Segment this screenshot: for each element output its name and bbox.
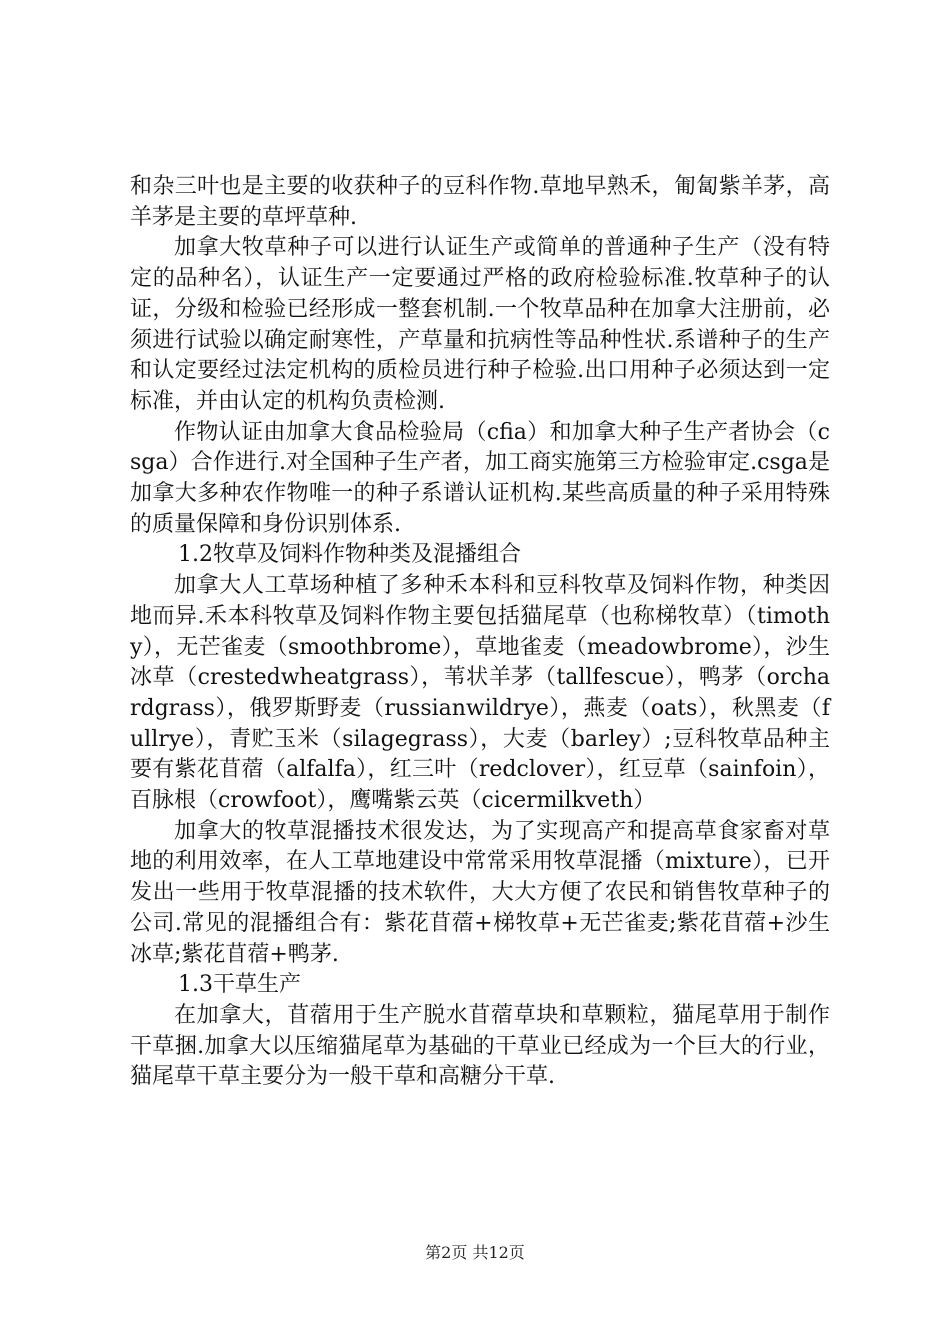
paragraph: 加拿大牧草种子可以进行认证生产或简单的普通种子生产（没有特定的品种名），认证生产一定要通过严格的政府检验标准.牧草种子的认证，分级和检验已经形成一整套机制.一个牧草品种在加拿大注册前，必须进行试验以确定耐寒性，产草量和抗病性等品种性状.系谱种子的生产和认定要经过法定机构的质检员进行种子检验.出口用种子必须达到一定标准，并由认定的机构负责检测. — [130, 235, 830, 414]
document-body — [130, 172, 830, 1093]
page-number: 第2页 共12页 — [425, 1243, 525, 1262]
paragraph: 加拿大人工草场种植了多种禾本科和豆科牧草及饲料作物，种类因地而异.禾本科牧草及饲料作物主要包括猫尾草（也称梯牧草）（timothy），无芒雀麦（smoothbrome），草地雀麦（meadowbrome），沙生冰草（crestedwheatgrass），苇状羊茅（tallfescue），鸭茅（orchardgrass），俄罗斯野麦（russianwildrye），燕麦（oats），秋黑麦（fullrye），青贮玉米（silagegrass），大麦（barley）;豆科牧草品种主要有紫花苜蓿（alfalfa），红三叶（redclover），红豆草（sainfoin），百脉根（crowfoot），鹰嘴紫云英（cicermilkveth） — [130, 573, 830, 814]
section-heading: 1.2牧草及饲料作物种类及混播组合 — [178, 542, 521, 568]
section-heading: 1.3干草生产 — [178, 972, 301, 998]
paragraph: 作物认证由加拿大食品检验局（cfia）和加拿大种子生产者协会（csga）合作进行.对全国种子生产者，加工商实施第三方检验审定.csga是加拿大多种农作物唯一的种子系谱认证机构.某些高质量的种子采用特殊的质量保障和身份识别体系. — [130, 419, 830, 537]
paragraph: 在加拿大，苜蓿用于生产脱水苜蓿草块和草颗粒，猫尾草用于制作干草捆.加拿大以压缩猫尾草为基础的干草业已经成为一个巨大的行业，猫尾草干草主要分为一般干草和高糖分干草. — [130, 1002, 830, 1090]
page-footer — [0, 1243, 950, 1263]
paragraph: 和杂三叶也是主要的收获种子的豆科作物.草地早熟禾，匍匐紫羊茅，高羊茅是主要的草坪草种. — [130, 174, 830, 230]
paragraph: 加拿大的牧草混播技术很发达，为了实现高产和提高草食家畜对草地的利用效率，在人工草地建设中常常采用牧草混播（mixture），已开发出一些用于牧草混播的技术软件，大大方便了农民和销售牧草种子的公司.常见的混播组合有：紫花苜蓿+梯牧草+无芒雀麦;紫花苜蓿+沙生冰草;紫花苜蓿+鸭茅. — [130, 818, 830, 967]
